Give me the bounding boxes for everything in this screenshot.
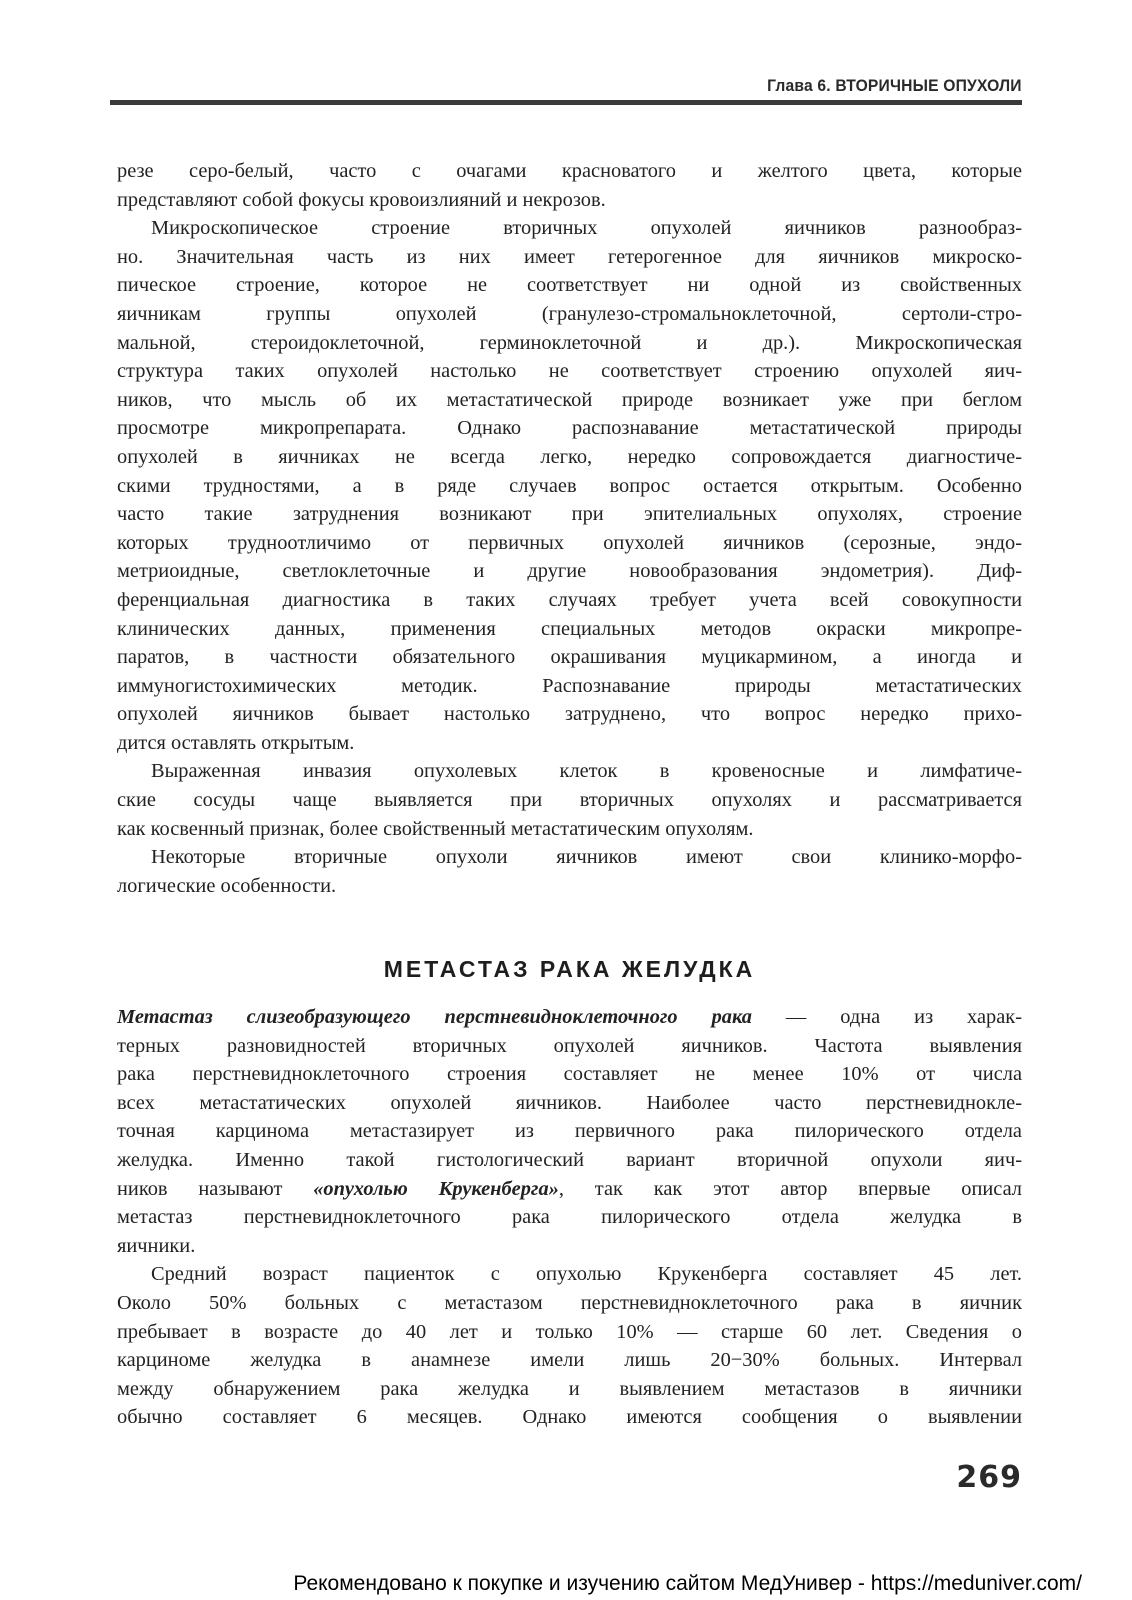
text-line: паратов, в частности обязательного окрашивания муцикармином, а иногда и — [117, 646, 1022, 669]
text-line: Средний возраст пациенток с опухолью Крукенберга составляет 45 лет. — [151, 1263, 1022, 1286]
text-line — [117, 1003, 1022, 1032]
text-line: карциноме желудка в анамнезе имели лишь 20−30% больных. Интервал — [117, 1349, 1022, 1372]
page-number: 269 — [956, 1460, 1022, 1495]
text-line: опухолей в яичниках не всегда легко, нередко сопровождается диагностиче- — [117, 445, 1022, 468]
text-line: представляют собой фокусы кровоизлияний и некрозов. — [117, 188, 606, 211]
body-text-block-1 — [117, 157, 1022, 900]
text-run: ников называют — [117, 1177, 314, 1200]
text-line: Микроскопическое строение вторичных опухолей яичников разнообраз- — [151, 217, 1022, 240]
text-line: как косвенный признак, более свойственный метастатическим опухолям. — [117, 817, 754, 840]
text-line: обычно составляет 6 месяцев. Однако имеются сообщения о выявлении — [117, 1406, 1022, 1429]
text-line: дится оставлять открытым. — [117, 731, 355, 754]
text-line: иммуногистохимических методик. Распознавание природы метастатических — [117, 674, 1022, 697]
text-run: — одна из харак- — [751, 1006, 1022, 1028]
section-heading: МЕТАСТАЗ РАКА ЖЕЛУДКА — [383, 956, 756, 982]
text-line: пическое строение, которое не соответствует ни одной из свойственных — [117, 274, 1022, 297]
text-line: между обнаружением рака желудка и выявлением метастазов в яичники — [117, 1377, 1022, 1400]
text-line: пребывает в возрасте до 40 лет и только 10% — старше 60 лет. Сведения о — [117, 1320, 1022, 1343]
text-line: яичники. — [117, 1234, 196, 1257]
text-line: Выраженная инвазия опухолевых клеток в кровеносные и лимфатиче- — [151, 760, 1022, 783]
text-line: терных разновидностей вторичных опухолей яичников. Частота выявления — [117, 1034, 1022, 1057]
text-line: точная карцинома метастазирует из первичного рака пилорического отдела — [117, 1120, 1022, 1143]
text-line: яичникам группы опухолей (гранулезо-стромальноклеточной, сертоли-стро- — [117, 302, 1022, 325]
text-line: клинических данных, применения специальных методов окраски микропре- — [117, 617, 1022, 640]
text-line: скими трудностями, а в ряде случаев вопрос остается открытым. Особенно — [117, 474, 1022, 497]
text-line: но. Значительная часть из них имеет гетерогенное для яичников микроско- — [117, 245, 1022, 268]
text-run: , так как этот автор впервые описал — [558, 1177, 1022, 1200]
header-rule — [110, 100, 1022, 105]
running-header: Глава 6. ВТОРИЧНЫЕ ОПУХОЛИ — [767, 76, 1022, 95]
quoted-term: «опухолью Крукенберга» — [313, 1177, 559, 1200]
text-line: всех метастатических опухолей яичников. Наиболее часто перстневиднокле- — [117, 1091, 1022, 1114]
text-line: Около 50% больных с метастазом перстневидноклеточного рака в яичник — [117, 1291, 1022, 1314]
text-line: желудка. Именно такой гистологический вариант вторичной опухоли яич- — [117, 1148, 1022, 1171]
text-line: логические особенности. — [117, 874, 337, 897]
body-text-block-2 — [117, 1003, 1022, 1432]
text-line: мальной, стероидоклеточной, герминоклеточной и др.). Микроскопическая — [117, 331, 1022, 354]
text-line: структура таких опухолей настолько не соответствует строению опухолей яич- — [117, 360, 1022, 383]
text-line: метриоидные, светлоклеточные и другие новообразования эндометрия). Диф- — [117, 560, 1022, 583]
footer-credit: Рекомендовано к покупке и изучению сайтом МедУнивер - https://meduniver.com/ — [293, 1572, 1082, 1595]
emphasized-term: Метастаз слизеобразующего перстневидноклеточного рака — [117, 1006, 752, 1028]
text-line: часто такие затруднения возникают при эпителиальных опухолях, строение — [117, 503, 1022, 526]
text-line: ников, что мысль об их метастатической природе возникает уже при беглом — [117, 388, 1022, 411]
text-line: ские сосуды чаще выявляется при вторичных опухолях и рассматривается — [117, 789, 1022, 812]
text-line: которых трудноотличимо от первичных опухолей яичников (серозные, эндо- — [117, 531, 1022, 554]
text-line: опухолей яичников бывает настолько затруднено, что вопрос нередко прихо- — [117, 703, 1022, 726]
text-line: ференциальная диагностика в таких случаях требует учета всей совокупности — [117, 588, 1022, 611]
text-line: Некоторые вторичные опухоли яичников имеют свои клинико-морфо- — [151, 846, 1022, 869]
text-line: резе серо-белый, часто с очагами красноватого и желтого цвета, которые — [117, 160, 1022, 182]
text-line — [117, 1175, 1022, 1204]
text-line: просмотре микропрепарата. Однако распознавание метастатической природы — [117, 417, 1022, 440]
text-line: метастаз перстневидноклеточного рака пилорического отдела желудка в — [117, 1206, 1022, 1229]
text-line: рака перстневидноклеточного строения составляет не менее 10% от числа — [117, 1063, 1022, 1086]
